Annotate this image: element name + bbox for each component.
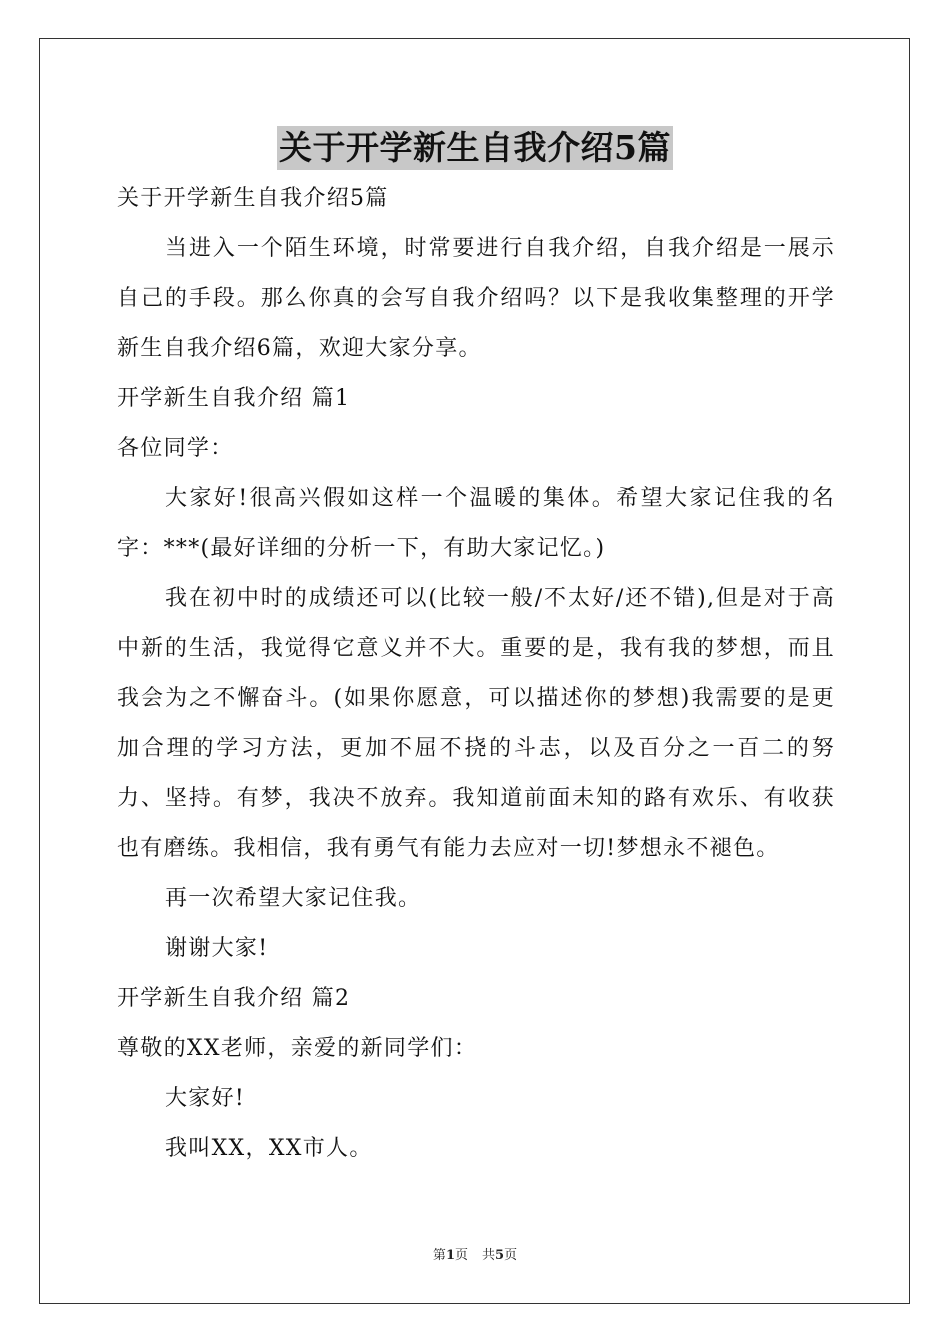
section-heading-2: 开学新生自我介绍 篇2 [117,986,351,1011]
total-pages: 5 [495,1248,505,1263]
body-paragraph: 我在初中时的成绩还可以(比较一般/不太好/还不错),但是对于高中新的生活，我觉得它意义并不大。重要的是，我有我的梦想，而且我会为之不懈奋斗。(如果你愿意，可以描述你的梦想)我需要的是更加合理的学习方法，更加不屈不挠的斗志，以及百分之一百二的努力、坚持。有梦，我决不放弃。我知道前面未知的路有欢乐、有收获也有磨练。我相信，我有勇气有能力去应对一切!梦想永不褪色。 [117,586,835,861]
page-prefix: 第 [432,1248,446,1263]
title-container [0,126,950,170]
salutation-paragraph: 各位同学： [117,436,234,461]
page-footer [0,1246,950,1266]
greeting-paragraph: 大家好! [165,1086,246,1111]
body-paragraph: 大家好!很高兴假如这样一个温暖的集体。希望大家记住我的名字：***(最好详细的分析一下，有助大家记忆。) [117,486,835,561]
body-paragraph: 再一次希望大家记住我。 [165,886,422,911]
body-paragraph: 我叫XX，XX市人。 [165,1136,373,1161]
total-prefix: 共 [482,1248,496,1263]
closing-paragraph: 谢谢大家! [165,936,269,961]
page-number: 1 [445,1248,455,1263]
salutation-paragraph: 尊敬的XX老师，亲爱的新同学们： [117,1036,478,1061]
document-body [117,174,835,1174]
section-heading-1: 开学新生自我介绍 篇1 [117,386,351,411]
total-suffix: 页 [504,1248,518,1263]
intro-paragraph: 当进入一个陌生环境，时常要进行自我介绍，自我介绍是一展示自己的手段。那么你真的会写自我介绍吗？以下是我收集整理的开学新生自我介绍6篇，欢迎大家分享。 [117,236,835,361]
page-suffix: 页 [454,1248,468,1263]
document-title: 关于开学新生自我介绍5篇 [277,126,673,170]
subtitle-paragraph: 关于开学新生自我介绍5篇 [117,186,389,211]
